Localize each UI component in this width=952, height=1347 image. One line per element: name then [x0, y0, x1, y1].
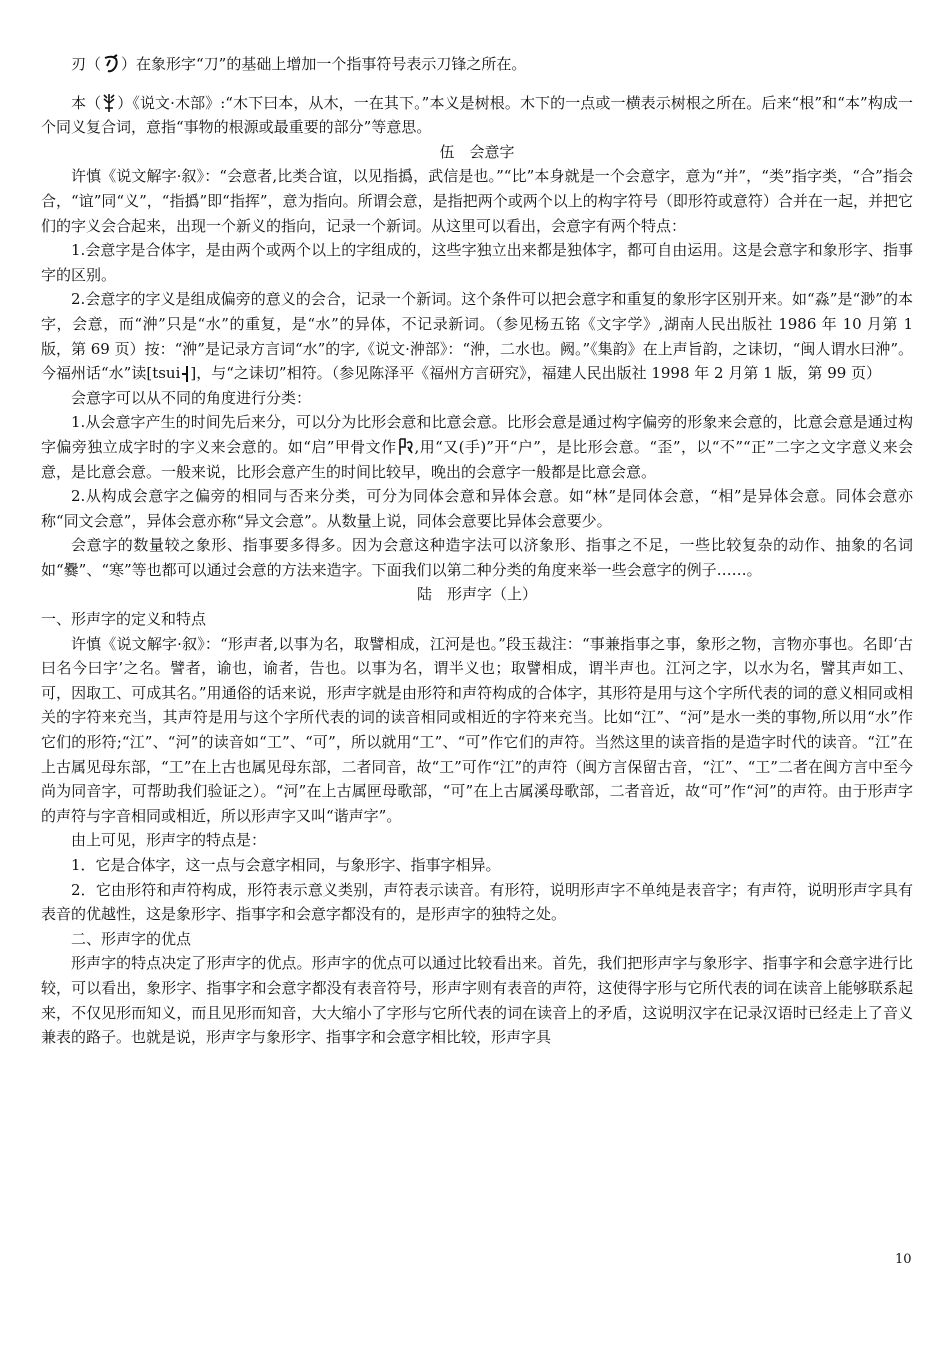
paragraph-feature-2 [41, 287, 913, 385]
document-body [41, 52, 913, 1050]
paragraph-xs-feature-1: 1．它是合体字，这一点与会意字相同，与象形字、指事字相异。 [71, 856, 501, 874]
paragraph-advantages: 形声字的特点决定了形声字的优点。形声字的优点可以通过比较看出来。首先，我们把形声字与象形字、指事字和会意字进行比较，可以看出，象形字、指事字和会意字都没有表音符号，形声字则有表音的声符，这使得字形与它所代表的词在读音上能够联系起来，不仅见形而知义，而且见形而知音，大大缩小了字形与它所代表的词在读音上的矛盾，这说明汉字在记录汉语时已经走上了音义兼表的路子。也就是说，形声字与象形字、指事字和会意字相比较，形声字具 [41, 954, 913, 1047]
page-number: 10 [895, 1252, 912, 1267]
text-classify-1-a: 1.从会意字产生的时间先后来分，可以分为比形会意和比意会意。比形会意是通过构字偏旁的形象来会意的，比意会意是通过构字偏旁独立成字时的字义来会意的。如“启”甲骨文作 [41, 413, 913, 456]
paragraph-feature-1: 1.会意字是合体字，是由两个或两个以上的字组成的，这些字独立出来都是独体字，都可自由运用。这是会意字和象形字、指事字的区别。 [41, 241, 913, 284]
paragraph-classify: 会意字可以从不同的角度进行分类： [71, 388, 312, 407]
paragraph-huiyi-def: 许慎《说文解字·叙》：“会意者,比类合谊，以见指撝，武信是也。”“比”本身就是一个会意字，意为“并”，“类”指字类，“合”指会合，“谊”同“义”，“指撝”即“指挥”，意为指向。所谓会意，是指把两个或两个以上的构字符号（即形符或意符）合并在一起，并把它们的字义会合起来，出现一个新义的指向，记录一个新词。从这里可以看出，会意字有两个特点： [41, 167, 913, 235]
oracle-glyph-qi-icon [398, 435, 414, 457]
ancient-glyph-ren-icon [102, 54, 120, 74]
paragraph-xs-feature-2: 2．它由形符和声符构成，形符表示意义类别，声符表示读音。有形符，说明形声字不单纯是表音字；有声符，说明形声字具有表音的优越性，这是象形字、指事字和会意字都没有的，是形声字的独特之处。 [41, 880, 913, 924]
text-classify-1-b: ,用“又(手)”开“户”，是比形会意。“歪”，以“不”“正”二字之文字意义来会意，是比意会意。一般来说，比形会意产生的时间比较早，晚出的会意字一般都是比意会意。 [41, 437, 913, 481]
text-ben-b: ）《说文·木部》:“木下曰本，从木，一在其下。”本义是树根。木下的一点或一横表示树根之所在。后来“根”和“本”构成一个同义复合词，意指“事物的根源或最重要的部分”等意思。 [41, 93, 913, 137]
text-feature-2-b: ]，与“之诔切”相符。（参见陈泽平《福州方言研究》，福建人民出版社 1998 年 2 月第 1 版，第 99 页） [190, 364, 882, 383]
subheading-advantages: 二、形声字的优点 [71, 929, 192, 948]
paragraph-ren [41, 52, 913, 77]
text-ren-a: 刃（ [71, 55, 102, 73]
paragraph-classify-1 [41, 410, 913, 484]
text-ren-b: ）在象形字“刀”的基础上增加一个指事符号表示刀锋之所在。 [121, 55, 527, 73]
text-feature-2-a: 2.会意字的字义是组成偏旁的意义的会合，记录一个新词。这个条件可以把会意字和重复的象形字区别开来。如“淼”是“渺”的本字，会意，而“㳞”只是“水”的重复，是“水”的异体，不记录新词。（参见杨五铭《文字学》,湖南人民出版社 1986 年 10 月第 1 版，第 69 页）按：“㳞”是记录方言词“水”的字,《说文·㳞部》：“㳞，二水也。阙。”《集韵》在上声旨韵，之诔切，“闽人谓水曰㳞”。今福州话“水”读[tsui [41, 290, 914, 383]
tone-mark-icon [181, 365, 189, 383]
heading-liu: 陆 形声字（上） [416, 585, 537, 604]
paragraph-ben [41, 91, 913, 140]
paragraph-huiyi-count: 会意字的数量较之象形、指事要多得多。因为会意这种造字法可以济象形、指事之不足，一些比较复杂的动作、抽象的名词如“爨”、“寒”等也都可以通过会意的方法来造字。下面我们以第二种分类的角度来举一些会意字的例子……。 [41, 536, 913, 579]
paragraph-xingsheng-def: 许慎《说文解字·叙》：“形声者,以事为名，取譬相成，江河是也。”段玉裁注：“事兼指事之事，象形之物，言物亦事也。名即‘古曰名今曰字’之名。譬者，谕也，谕者，告也。以事为名，谓半义也；取譬相成，谓半声也。江河之字，以水为名，譬其声如工、可，因取工、可成其名。”用通俗的话来说，形声字就是由形符和声符构成的合体字，其形符是用与这个字所代表的词的意义相同或相关的字符来充当，其声符是用与这个字所代表的词的读音相同或相近的字符来充当。比如“江”、“河”是水一类的事物,所以用“水”作它们的形符;“江”、“河”的读音如“工”、“可”，所以就用“工”、“可”作它们的声符。当然这里的读音指的是造字时代的读音。“江”在上古属见母东部，“工”在上古也属见母东部，二者同音，故“工”可作“江”的声符（闽方言保留古音，“江”、“工”二者在闽方言中至今尚为同音字，可帮助我们验证之）。“河”在上古属匣母歌部，“可”在上古属溪母歌部，二者音近，故“可”作“河”的声符。由于形声字的声符与字音相同或相近，所以形声字又叫“谐声字”。 [41, 634, 913, 825]
paragraph-features-intro: 由上可见，形声字的特点是： [71, 831, 267, 850]
heading-wu: 伍 会意字 [439, 142, 515, 161]
text-ben-a: 本（ [71, 93, 102, 112]
ancient-glyph-ben-icon [102, 93, 116, 113]
subheading-definition: 一、形声字的定义和特点 [41, 610, 207, 629]
paragraph-classify-2: 2.从构成会意字之偏旁的相同与否来分类，可分为同体会意和异体会意。如“林”是同体会意，“相”是异体会意。同体会意亦称“同文会意”，异体会意亦称“异文会意”。从数量上说，同体会意要比异体会意要少。 [41, 487, 913, 530]
